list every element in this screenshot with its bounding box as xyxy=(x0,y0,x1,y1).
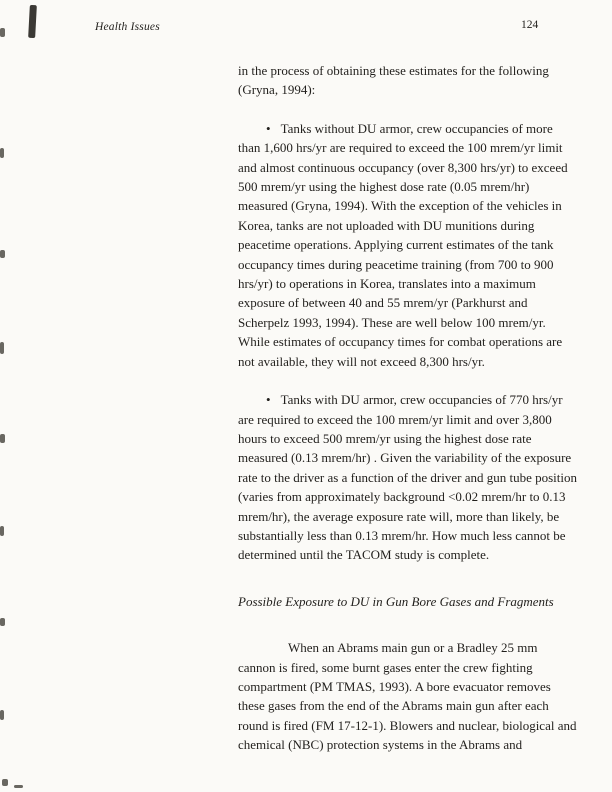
bullet-text: Tanks with DU armor, crew occupancies of 770 hrs/yr are required to exceed the 100 mrem/yr limit and over 3,800 hours to exceed 500 mrem/yr using the highest dose rate measured (0.13 mrem/hr) . Given the variability of the exposure rate to the driver as a function of the driver and gun tube position (varies from approximately background <0.02 mrem/hr to 0.13 mrem/hr), the average exposure rate will, more than likely, be substantially less than 0.13 mrem/hr. How much less cannot be determined until the TACOM study is complete. xyxy=(238,392,577,563)
scan-artifact-speck xyxy=(0,526,4,536)
scan-artifact-speck xyxy=(28,5,37,38)
text-column xyxy=(238,61,578,755)
scan-artifact-speck xyxy=(0,28,5,37)
scan-artifact-speck xyxy=(0,342,4,354)
bullet-item xyxy=(238,390,578,565)
bullet-marker: • xyxy=(266,120,271,136)
closing-paragraph: When an Abrams main gun or a Bradley 25 mm cannon is fired, some burnt gases enter the crew fighting compartment (PM TMAS, 1993). A bore evacuator removes these gases from the end of the Abrams main gun after each round is fired (FM 17-12-1). Blowers and nuclear, biological and chemical (NBC) protection systems in the Abrams and xyxy=(238,640,577,753)
scan-artifact-speck xyxy=(2,779,8,786)
scan-artifact-speck xyxy=(0,434,5,443)
bullet-text: Tanks without DU armor, crew occupancies of more than 1,600 hrs/yr are required to exceed the 100 mrem/yr limit and almost continuous occupancy (over 8,300 hrs/yr) to exceed 500 mrem/yr using the highest dose rate (0.05 mrem/hr) measured (Gryna, 1994). With the exception of the vehicles in Korea, tanks are not uploaded with DU munitions during peacetime operations. Applying current estimates of the tank occupancy times during peacetime training (from 700 to 900 hrs/yr) to operations in Korea, translates into a maximum exposure of between 40 and 55 mrem/yr (Parkhurst and Scherpelz 1993, 1994). These are well below 100 mrem/yr. While estimates of occupancy times for combat operations are not available, they will not exceed 8,300 hrs/yr. xyxy=(238,120,568,369)
scan-artifact-speck xyxy=(0,710,4,720)
intro-paragraph: in the process of obtaining these estimates for the following (Gryna, 1994): xyxy=(238,63,549,98)
scan-artifact-speck xyxy=(0,250,5,258)
scan-artifact-speck xyxy=(0,148,4,158)
scan-artifact-speck xyxy=(0,618,5,626)
running-header-title: Health Issues xyxy=(95,21,160,33)
page-number: 124 xyxy=(521,19,539,31)
bullet-marker: • xyxy=(266,392,271,408)
scan-artifact-speck xyxy=(14,785,23,788)
section-heading: Possible Exposure to DU in Gun Bore Gases and Fragments xyxy=(238,593,554,609)
bullet-item xyxy=(238,119,578,371)
